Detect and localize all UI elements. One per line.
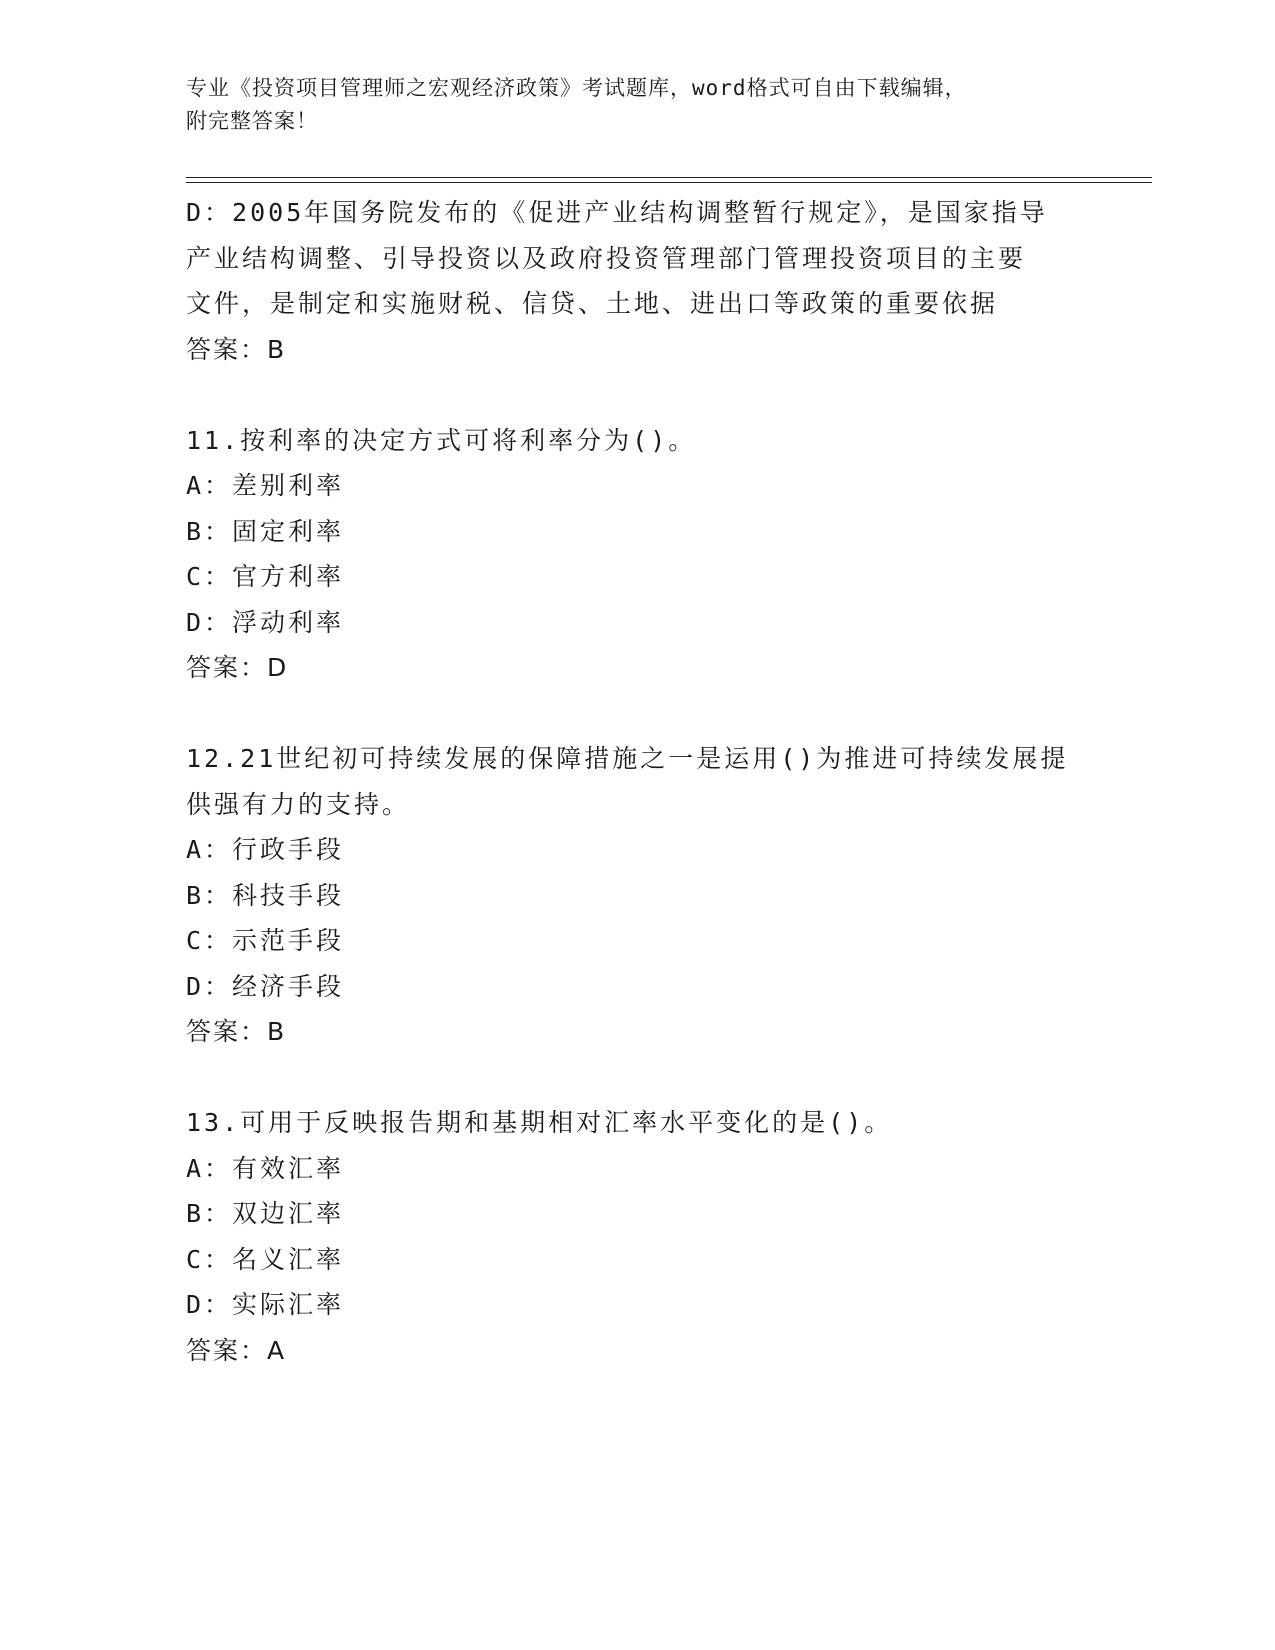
option-c: C：示范手段 [186, 926, 345, 955]
header-line-1: 专业《投资项目管理师之宏观经济政策》考试题库，word格式可自由下载编辑， [186, 76, 967, 100]
previous-question-tail [186, 190, 1086, 372]
answer-label: 答案：B [186, 334, 287, 364]
header-divider-top [186, 177, 1152, 178]
question-stem: 13.可用于反映报告期和基期相对汇率水平变化的是()。 [186, 1108, 893, 1137]
option-d-line-3: 文件，是制定和实施财税、信贷、土地、进出口等政策的重要依据 [186, 289, 999, 318]
answer-label: 答案：A [186, 1335, 287, 1365]
question-13 [186, 1100, 1086, 1373]
question-content [186, 190, 1086, 1373]
spacer [186, 691, 1086, 737]
option-c: C：官方利率 [186, 562, 345, 591]
option-b: B：双边汇率 [186, 1199, 345, 1228]
option-d-line-1: D：2005年国务院发布的《促进产业结构调整暂行规定》，是国家指导 [186, 198, 1048, 227]
option-b: B：固定利率 [186, 516, 345, 546]
option-d: D：实际汇率 [186, 1290, 345, 1319]
option-a: A：有效汇率 [186, 1153, 345, 1183]
question-stem-line-1: 12.21世纪初可持续发展的保障措施之一是运用()为推进可持续发展提 [186, 744, 1069, 773]
answer-label: 答案：B [186, 1017, 287, 1046]
option-d: D：浮动利率 [186, 607, 345, 637]
option-b: B：科技手段 [186, 880, 345, 910]
header-divider-bottom [186, 182, 1152, 183]
question-stem: 11.按利率的决定方式可将利率分为()。 [186, 425, 697, 455]
option-a: A：行政手段 [186, 835, 345, 864]
option-d-line-2: 产业结构调整、引导投资以及政府投资管理部门管理投资项目的主要 [186, 243, 1027, 273]
option-c: C：名义汇率 [186, 1244, 345, 1274]
spacer [186, 372, 1086, 418]
answer-label: 答案：D [186, 653, 289, 682]
spacer [186, 1055, 1086, 1101]
question-stem-line-2: 供强有力的支持。 [186, 789, 411, 819]
question-12 [186, 736, 1086, 1055]
header-line-2: 附完整答案！ [186, 109, 318, 133]
question-11 [186, 418, 1086, 691]
option-d: D：经济手段 [186, 971, 345, 1001]
option-a: A：差别利率 [186, 471, 345, 500]
document-header [186, 72, 1086, 138]
